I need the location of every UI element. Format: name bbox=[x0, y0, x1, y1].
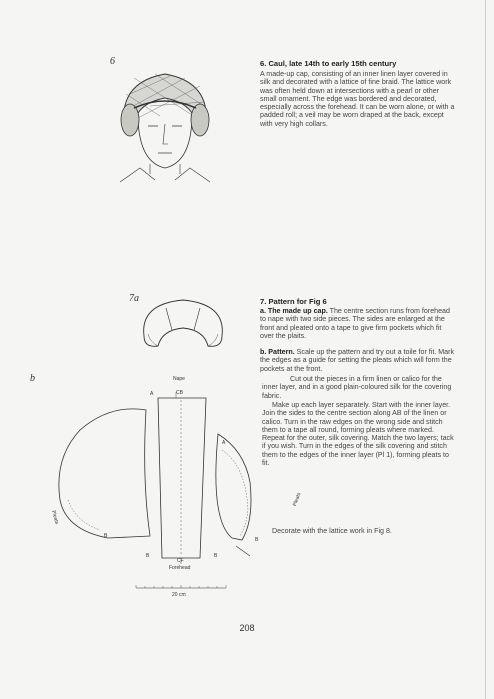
pleats-label-right: Pleats bbox=[292, 491, 303, 508]
centre-back-label: CB bbox=[176, 390, 183, 396]
pattern-paragraph-a bbox=[260, 307, 456, 340]
figure-7b-number: b bbox=[30, 373, 35, 384]
pattern-label: b. Pattern. bbox=[260, 348, 295, 356]
pattern-text: Scale up the pattern and try out a toile for fit. Mark the edges as a guide for setting the pleats which will form the pockets at the front. bbox=[260, 348, 454, 373]
figure-6-title: 6. Caul, late 14th to early 15th century bbox=[260, 59, 397, 68]
made-up-cap-label: a. The made up cap. bbox=[260, 307, 328, 315]
pattern-paragraph-b bbox=[260, 348, 456, 373]
point-b-label-centre: B bbox=[146, 553, 150, 559]
figure-6-number: 6 bbox=[110, 56, 115, 67]
point-b-label-left: B bbox=[104, 533, 108, 539]
making-up-instructions: Make up each layer separately. Start with the inner layer. Join the sides to the centre section along AB of the linen or calico. Turn in the raw edges on the wrong side and stitch them to a tape all round, forming pleats where marked. Repeat for the outer, silk covering. Match the two layers; tack if you wish. Turn in the edges of the silk covering and stitch them to the edges of the inner layer (Pl 1), forming pleats to fit. bbox=[262, 401, 454, 468]
pleats-label-left: Pleats bbox=[50, 510, 60, 525]
made-up-cap-text: The centre section runs from forehead to nape with two side pieces. The sides are enlarged at the front and pleated onto a tape to give firm pockets which fit over the plaits. bbox=[260, 307, 450, 340]
point-a-label-centre: A bbox=[150, 391, 154, 397]
caul-head-illustration bbox=[100, 64, 230, 184]
made-up-cap-illustration bbox=[138, 296, 228, 356]
point-b-label-centre-right: B bbox=[214, 553, 218, 559]
centre-front-label: CF bbox=[177, 558, 184, 564]
point-a-label-right: A bbox=[222, 440, 226, 446]
nape-label: Nape bbox=[173, 376, 185, 382]
page-number: 208 bbox=[239, 623, 255, 633]
decoration-instructions: Decorate with the lattice work in Fig 8. bbox=[272, 527, 392, 535]
point-b-label-right: B bbox=[255, 537, 259, 543]
figure-7a-number: 7a bbox=[129, 293, 139, 304]
forehead-label: Forehead bbox=[169, 565, 191, 571]
cutting-instructions: Cut out the pieces in a firm linen or calico for the inner layer, and in a good plain-coloured silk for the covering fabric. bbox=[262, 375, 452, 400]
figure-7-title: 7. Pattern for Fig 6 bbox=[260, 297, 327, 306]
page-edge bbox=[485, 0, 486, 699]
pattern-diagram bbox=[50, 370, 260, 600]
scale-label: 20 cm bbox=[172, 592, 186, 598]
figure-6-description: A made-up cap, consisting of an inner linen layer covered in silk and decorated with a lattice of fine braid. The lattice work was often held down at intersections with a pearl or other small ornament. The edge was bordered and decorated, especially across the forehead. It can be worn alone, or with a padded roll; a veil may be worn draped at the back, except with very high collars. bbox=[260, 70, 455, 128]
